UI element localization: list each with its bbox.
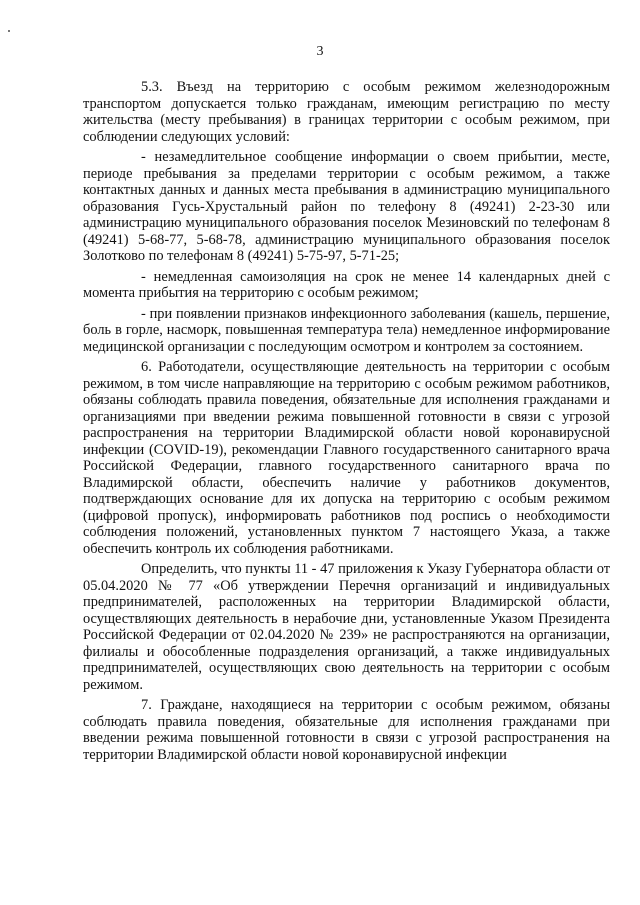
paragraph-determine: Определить, что пункты 11 - 47 приложения к Указу Губернатора области от 05.04.2020 № 77 «Об утверждении Перечня организаций и индивидуальных предпринимателей, расположенных на территории Владимирской области, осуществляющих деятельность в нерабочие дни, установленные Указом Президента Российской Федерации от 02.04.2020 № 239» не распространяются на организации, филиалы и обособленные подразделения организаций, а также индивидуальных предпринимателей, осуществляющих свою деятельность на территории с особым режимом. bbox=[83, 561, 610, 693]
page-number: 3 bbox=[316, 44, 324, 59]
paragraph-5-3: 5.3. Въезд на территорию с особым режимом железнодорожным транспортом допускается только гражданам, имеющим регистрацию по месту жительства (месту пребывания) в границах территории с особым режимом, при соблюдении следующих условий: bbox=[83, 79, 610, 145]
document-body bbox=[83, 79, 610, 767]
condition-symptoms: - при появлении признаков инфекционного заболевания (кашель, першение, боль в горле, насморк, повышенная температура тела) немедленное информирование медицинской организации с последующим осмотром и контролем за состоянием. bbox=[83, 305, 610, 355]
condition-notify: - незамедлительное сообщение информации о своем прибытии, месте, периоде пребывания за пределами территории с особым режимом, а также контактных данных и данных места пребывания в администрацию муниципального образования Гусь-Хрустальный район по телефону 8 (49241) 2-23-30 или администрацию муниципального образования поселок Мезиновский по телефонам 8 (49241) 5-68-77, 5-68-78, администрацию муниципального образования поселок Золотково по телефонам 8 (49241) 5-75-97, 5-71-25; bbox=[83, 149, 610, 264]
condition-self-isolation: - немедленная самоизоляция на срок не менее 14 календарных дней с момента прибытия на территорию с особым режимом; bbox=[83, 268, 610, 301]
scan-mark bbox=[8, 30, 10, 32]
paragraph-7: 7. Граждане, находящиеся на территории с особым режимом, обязаны соблюдать правила поведения, обязательные для исполнения гражданами при введении режима повышенной готовности в связи с угрозой распространения на территории Владимирской области новой коронавирусной инфекции bbox=[83, 697, 610, 763]
paragraph-6: 6. Работодатели, осуществляющие деятельность на территории с особым режимом, в том числе направляющие на территорию с особым режимом работников, обязаны соблюдать правила поведения, обязательные для исполнения гражданами и организациями при введении режима повышенной готовности в связи с угрозой распространения на территории Владимирской области новой коронавирусной инфекции (COVID-19), рекомендации Главного государственного санитарного врача Российской Федерации, главного государственного санитарного врача по Владимирской области, обеспечить наличие у работников документов, подтверждающих основание для их допуска на территорию с особым режимом (цифровой пропуск), информировать работников под роспись о необходимости соблюдения положений, установленных пунктом 7 настоящего Указа, а также обеспечить контроль их соблюдения работниками. bbox=[83, 359, 610, 557]
